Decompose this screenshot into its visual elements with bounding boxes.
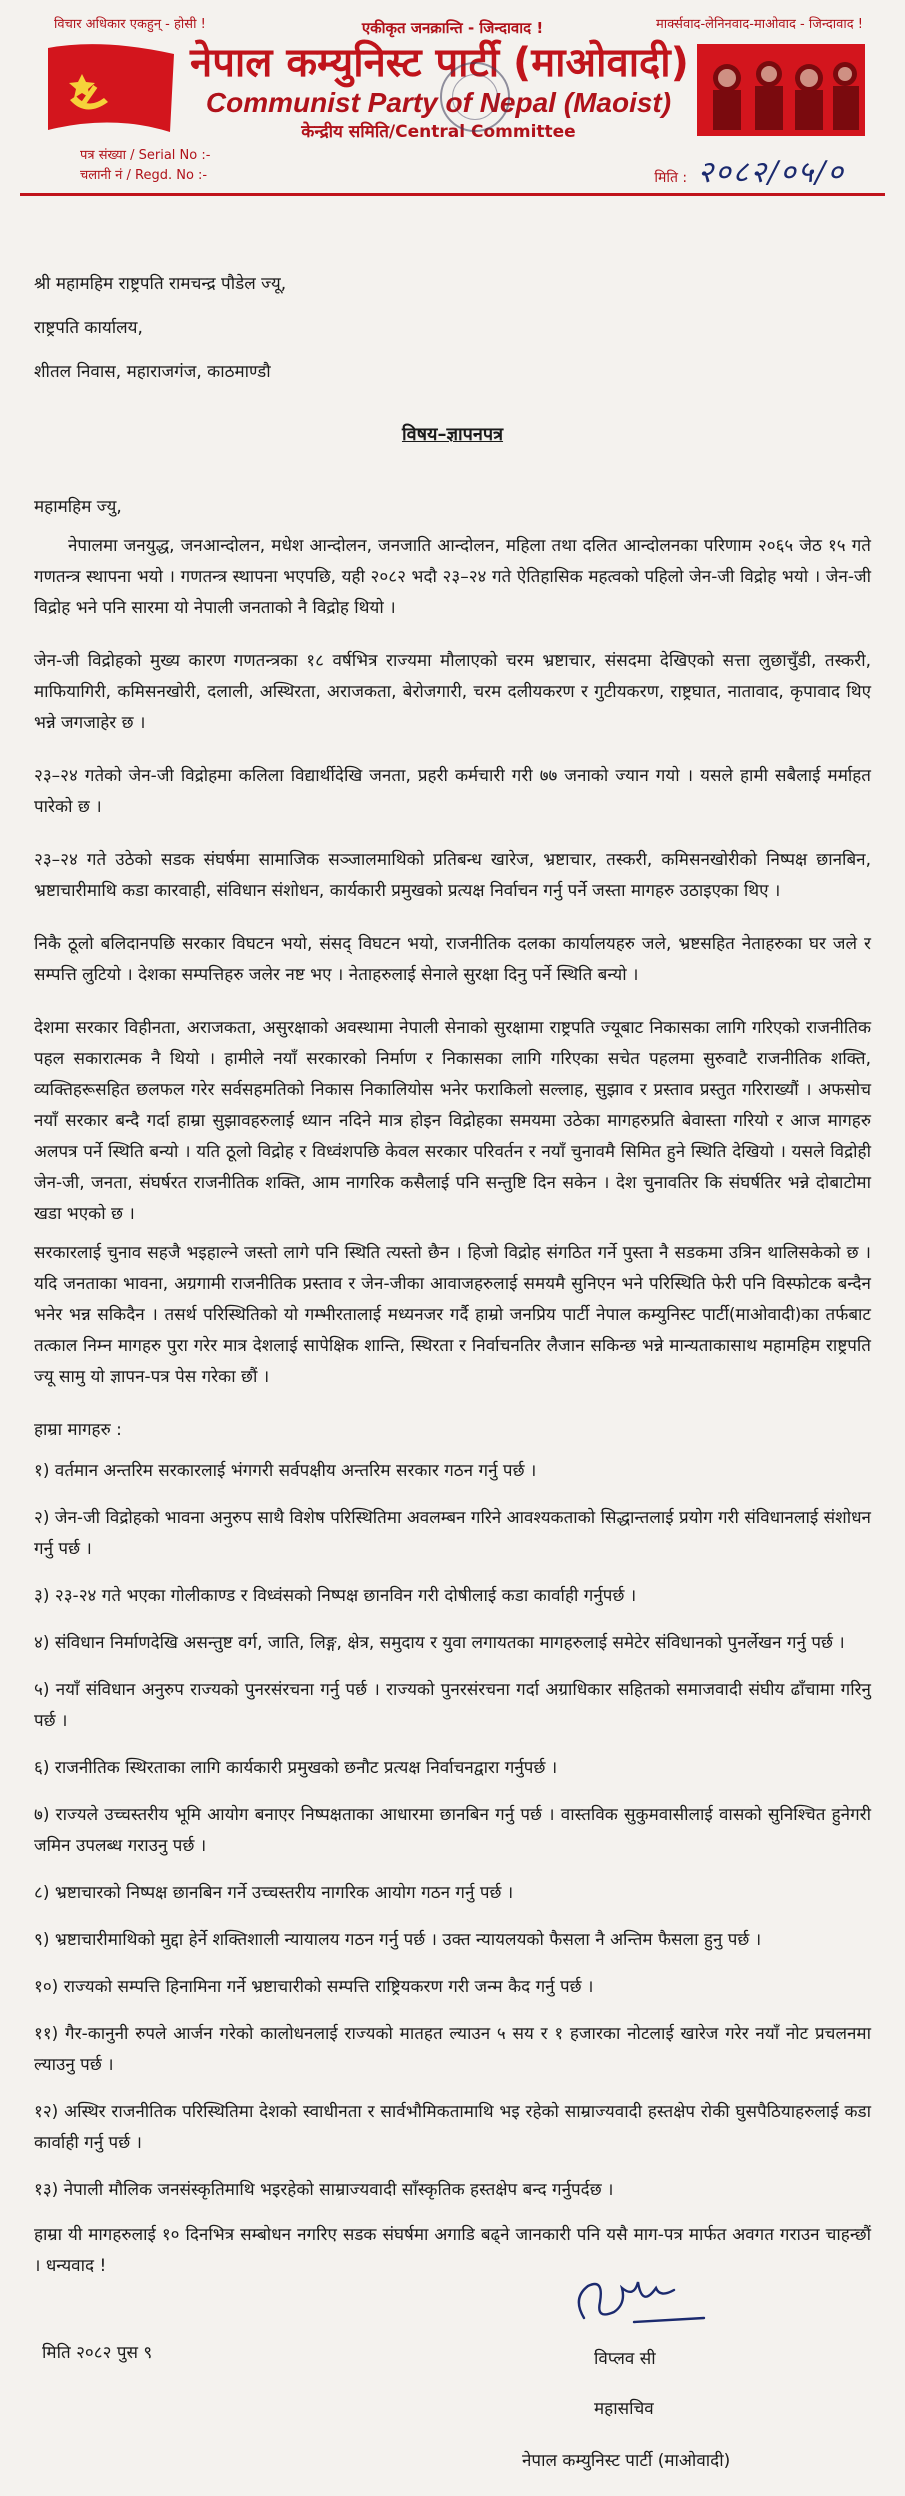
letter-date — [654, 150, 845, 191]
recipient-line-1: श्री महामहिम राष्ट्रपति रामचन्द्र पौडेल ज्यू, — [34, 274, 287, 294]
body-paragraph-4: २३–२४ गते उठेको सडक संघर्षमा सामाजिक सञ्जालमाथिको प्रतिबन्ध खारेज, भ्रष्टाचार, तस्करी, कमिसनखोरीको निष्पक्ष छानबिन, भ्रष्टाचारीमाथि कडा कारवाही, संविधान संशोधन, कार्यकारी प्रमुखको प्रत्यक्ष निर्वाचन गर्नु पर्ने जस्ता मागहरु उठाइएका थिए । — [34, 850, 871, 901]
date-label: मिति : — [654, 170, 688, 186]
recipient-address — [34, 262, 871, 394]
body-paragraph-6: देशमा सरकार विहीनता, अराजकता, असुरक्षाको अवस्थामा नेपाली सेनाको सुरक्षामा राष्ट्रपति ज्यूबाट निकासका लागि गरिएको राजनीतिक पहल सकारात्मक नै थियो । हामीले नयाँ सरकारको निर्माण र निकासका लागि गरिएका सचेत पहलमा सुरुवाटै राजनीतिक शक्ति, व्यक्तिहरूसहित छलफल गरेर सर्वसहमतिको निकास निकालियोस भनेर फराकिलो सल्लाह, सुझाव र प्रस्ताव प्रस्तुत गरिराख्यौं । अफसोच नयाँ सरकार बन्दै गर्दा हाम्रा सुझावहरुलाई ध्यान नदिने मात्र होइन विद्रोहका समयमा उठेका मागहरुप्रति बेवास्ता गरियो र आज मागहरु अलपत्र पर्ने स्थिति बन्यो । यति ठूलो विद्रोह र विध्वंशपछि केवल सरकार परिवर्तन र नयाँ चुनावमै सिमित हुने स्थिति देखियो । यसले विद्रोही जेन-जी, जनता, संघर्षरत राजनीतिक शक्ति, आम नागरिक कसैलाई पनि सन्तुष्टि दिन सकेन । देश चुनावतिर कि संघर्षतिर भन्ने दोबाटोमा खडा भएको छ । — [34, 1018, 871, 1224]
party-flag-icon — [42, 44, 180, 136]
salutation: महामहिम ज्यु, — [34, 497, 122, 517]
body-paragraph-5: निकै ठूलो बलिदानपछि सरकार विघटन भयो, संसद् विघटन भयो, राजनीतिक दलका कार्यालयहरु जले, भ्रष्टसहित नेताहरुका घर जले र सम्पत्ति लुटियो । देशका सम्पत्तिहरु जलेर नष्ट भए । नेताहरुलाई सेनाले सुरक्षा दिनु पर्ने स्थिति बन्यो । — [34, 934, 871, 985]
demand-item: ७) राज्यले उच्चस्तरीय भूमि आयोग बनाएर निष्पक्षताका आधारमा छानबिन गर्नु पर्छ । वास्तविक सुकुमवासीलाई वासको सुनिश्चित हुनेगरी जमिन उपलब्ध गराउनु पर्छ । — [34, 1805, 871, 1856]
date-handwritten: २०८२/०५/० — [697, 155, 845, 190]
demand-item: ३) २३-२४ गते भएका गोलीकाण्ड र विध्वंसको निष्पक्ष छानविन गरी दोषीलाई कडा कार्वाही गर्नुपर्छ । — [34, 1586, 637, 1606]
party-name-english: Communist Party of Nepal (Maoist) — [205, 87, 672, 118]
left-slogan: विचार अधिकार एकहुन् - होसी ! — [54, 17, 206, 32]
demand-item: २) जेन-जी विद्रोहको भावना अनुरुप साथै विशेष परिस्थितिमा अवलम्बन गरिने आवश्यकताको सिद्धान्तलाई प्रयोग गरी संविधानलाई संशोधन गर्नु पर्छ । — [34, 1508, 871, 1559]
registration-number-label: चलानी नं / Regd. No :- — [80, 168, 208, 183]
party-name-block — [190, 40, 687, 144]
signature-block — [34, 2268, 871, 2488]
demand-item: ८) भ्रष्टाचारको निष्पक्ष छानबिन गर्ने उच्चस्तरीय नागरिक आयोग गठन गर्नु पर्छ । — [34, 1883, 514, 1903]
reference-numbers — [80, 146, 210, 186]
closing-paragraph: हाम्रा यी मागहरुलाई १० दिनभित्र सम्बोधन नगरिए सडक संघर्षमा अगाडि बढ्ने जानकारी पनि यसै माग-पत्र मार्फत अवगत गराउन चाहन्छौं । धन्यवाद ! — [34, 2225, 871, 2276]
demand-item: १) वर्तमान अन्तरिम सरकारलाई भंगगरी सर्वपक्षीय अन्तरिम सरकार गठन गर्नु पर्छ । — [34, 1461, 537, 1481]
party-seal-icon — [440, 62, 510, 132]
demand-item: १०) राज्यको सम्पत्ति हिनामिना गर्ने भ्रष्टाचारीको सम्पत्ति राष्ट्रियकरण गरी जन्म कैद गर्नु पर्छ । — [34, 1977, 594, 1997]
demand-item: ४) संविधान निर्माणदेखि असन्तुष्ट वर्ग, जाति, लिङ्ग, क्षेत्र, समुदाय र युवा लगायतका मागहरुलाई समेटेर संविधानको पुनर्लेखन गर्नु पर्छ । — [34, 1633, 845, 1653]
signature-icon — [564, 2268, 714, 2338]
recipient-line-3: शीतल निवास, महाराजगंज, काठमाण्डौ — [34, 362, 271, 382]
body-paragraph-1: नेपालमा जनयुद्ध, जनआन्दोलन, मधेश आन्दोलन, जनजाति आन्दोलन, महिला तथा दलित आन्दोलनका परिणाम २०६५ जेठ १५ गते गणतन्त्र स्थापना भयो । गणतन्त्र स्थापना भएपछि, यही २०८२ भदौ २३–२४ गते ऐतिहासिक महत्वको पहिलो जेन-जी विद्रोह भयो । जेन-जी विद्रोह भने पनि सारमा यो नेपाली जनताको नै विद्रोह थियो । — [34, 536, 871, 618]
central-committee: केन्द्रीय समिति/Central Committee — [301, 122, 576, 142]
signatory-party: नेपाल कम्युनिस्ट पार्टी (माओवादी) — [522, 2451, 731, 2471]
serial-number-label: पत्र संख्या / Serial No :- — [80, 148, 211, 163]
demand-item: ५) नयाँ संविधान अनुरुप राज्यको पुनरसंरचना गर्नु पर्छ । राज्यको पुनरसंरचना गर्दा अग्राधिकार सहितको समाजवादी संघीय ढाँचामा गरिनु पर्छ । — [34, 1680, 871, 1731]
body-paragraph-2: जेन-जी विद्रोहको मुख्य कारण गणतन्त्रका १८ वर्षभित्र राज्यमा मौलाएको चरम भ्रष्टाचार, संसदमा देखिएको सत्ता लुछाचुँडी, तस्करी, माफियागिरी, कमिसनखोरी, दलाली, अस्थिरता, अराजकता, बेरोजगारी, चरम दलीयकरण र गुटीयकरण, राष्ट्रघात, नातावाद, कृपावाद थिए भन्ने जगजाहेर छ । — [34, 651, 871, 733]
revolutionary-mural-icon — [697, 44, 865, 136]
demand-item: ९) भ्रष्टाचारीमाथिको मुद्दा हेर्ने शक्तिशाली न्यायालय गठन गर्नु पर्छ । उक्त न्यायलयको फैसला नै अन्तिम फैसला हुनु पर्छ । — [34, 1930, 762, 1950]
signatory-title: महासचिव — [594, 2399, 654, 2419]
slogan-bar — [42, 14, 863, 38]
party-name-nepali: नेपाल कम्युनिस्ट पार्टी (माओवादी) — [190, 40, 689, 86]
demand-item: १३) नेपाली मौलिक जनसंस्कृतिमाथि भइरहेको साम्राज्यवादी साँस्कृतिक हस्तक्षेप बन्द गर्नुपर्दछ । — [34, 2180, 614, 2200]
demand-item: ११) गैर-कानुनी रुपले आर्जन गरेको कालोधनलाई राज्यको मातहत ल्याउन ५ सय र १ हजारका नोटलाई खारेज गरेर नयाँ नोट प्रचलनमा ल्याउनु पर्छ । — [34, 2024, 871, 2075]
demand-item: १२) अस्थिर राजनीतिक परिस्थितिमा देशको स्वाधीनता र सार्वभौमिकतामाथि भइ रहेको साम्राज्यवादी हस्तक्षेप रोकी घुसपैठियाहरुलाई कडा कार्वाही गर्नु पर्छ । — [34, 2102, 871, 2153]
letterhead — [20, 0, 885, 196]
recipient-line-2: राष्ट्रपति कार्यालय, — [34, 318, 143, 338]
footer-date: मिति २०८२ पुस ९ — [42, 2343, 153, 2363]
center-slogan: एकीकृत जनक्रान्ति - जिन्दावाद ! — [361, 19, 544, 37]
demands-heading: हाम्रा मागहरु : — [34, 1420, 122, 1440]
signatory-name: विप्लव सी — [594, 2349, 656, 2369]
subject-line: विषय–ज्ञापनपत्र — [401, 424, 504, 445]
body-paragraph-7: सरकारलाई चुनाव सहजै भइहाल्ने जस्तो लागे पनि स्थिति त्यस्तो छैन । हिजो विद्रोह संगठित गर्ने पुस्ता नै सडकमा उत्रिन थालिसकेको छ । यदि जनताका भावना, अग्रगामी राजनीतिक प्रस्ताव र जेन-जीका आवाजहरुलाई समयमै सुनिएन भने परिस्थिति फेरी पनि विस्फोटक बन्दैन भनेर भन्न सकिदैन । तसर्थ परिस्थितिको यो गम्भीरतालाई मध्यनजर गर्दै हाम्रो जनप्रिय पार्टी नेपाल कम्युनिस्ट पार्टी(माओवादी)का तर्फबाट तत्काल निम्न मागहरु पुरा गरेर मात्र देशलाई सापेक्षिक शान्ति, स्थिरता र निर्वाचनतिर लैजान सकिन्छ भन्ने मान्यताकासाथ महामहिम राष्ट्रपति ज्यू सामु यो ज्ञापन-पत्र पेस गरेका छौं । — [34, 1243, 871, 1387]
demands-list — [34, 1456, 871, 2206]
demand-item: ६) राजनीतिक स्थिरताका लागि कार्यकारी प्रमुखको छनौट प्रत्यक्ष निर्वाचनद्वारा गर्नुपर्छ । — [34, 1758, 558, 1778]
body-paragraph-3: २३–२४ गतेको जेन-जी विद्रोहमा कलिला विद्यार्थीदेखि जनता, प्रहरी कर्मचारी गरी ७७ जनाको ज्यान गयो । यसले हामी सबैलाई मर्माहत पारेको छ । — [34, 766, 871, 817]
right-slogan: मार्क्सवाद-लेनिनवाद-माओवाद - जिन्दावाद ! — [656, 17, 863, 32]
